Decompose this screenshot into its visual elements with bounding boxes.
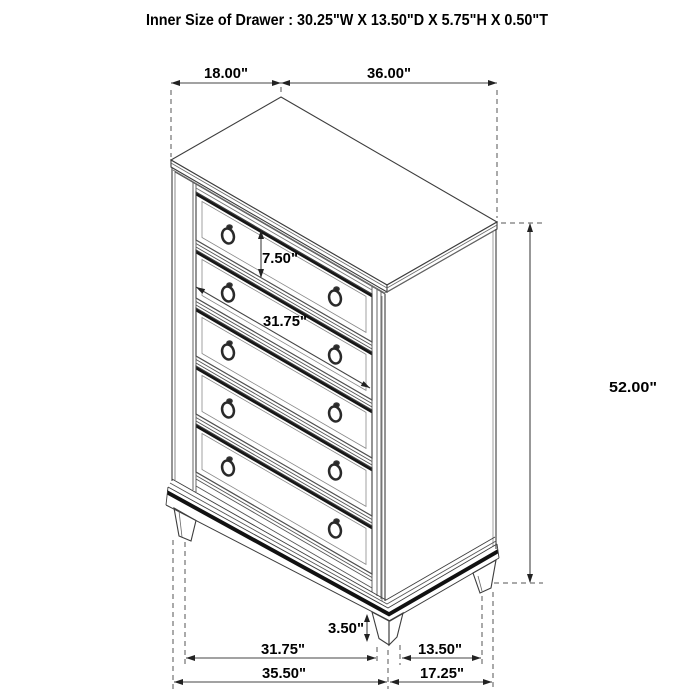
ring-pull-icon [220,225,235,245]
label-drawer-height: 7.50" [262,250,298,267]
ring-pull-icon [220,399,235,419]
label-top-depth: 18.00" [204,65,248,82]
dim-foot-height [364,614,370,642]
ring-pull-icon [327,403,342,423]
ring-pull-icon [220,283,235,303]
chest-drawing [166,97,499,645]
label-top-width: 36.00" [367,65,411,82]
ring-pull-icon [220,457,235,477]
ring-pull-icon [220,341,235,361]
label-foot-height: 3.50" [328,620,364,637]
ring-pull-icon [327,461,342,481]
label-base-overall-depth: 17.25" [420,665,464,682]
label-base-inner-width: 31.75" [261,641,305,658]
dim-overall-height [527,223,533,583]
label-base-overall-width: 35.50" [262,665,306,682]
diagram-title: Inner Size of Drawer : 30.25"W X 13.50"D X 5.75"H X 0.50"T [146,12,549,29]
ring-pull-icon [327,519,342,539]
label-overall-height: 52.00" [609,379,657,396]
ring-pull-icon [327,287,342,307]
ring-pull-icon [327,345,342,365]
label-drawer-width: 31.75" [263,313,307,330]
label-base-inner-depth: 13.50" [418,641,462,658]
